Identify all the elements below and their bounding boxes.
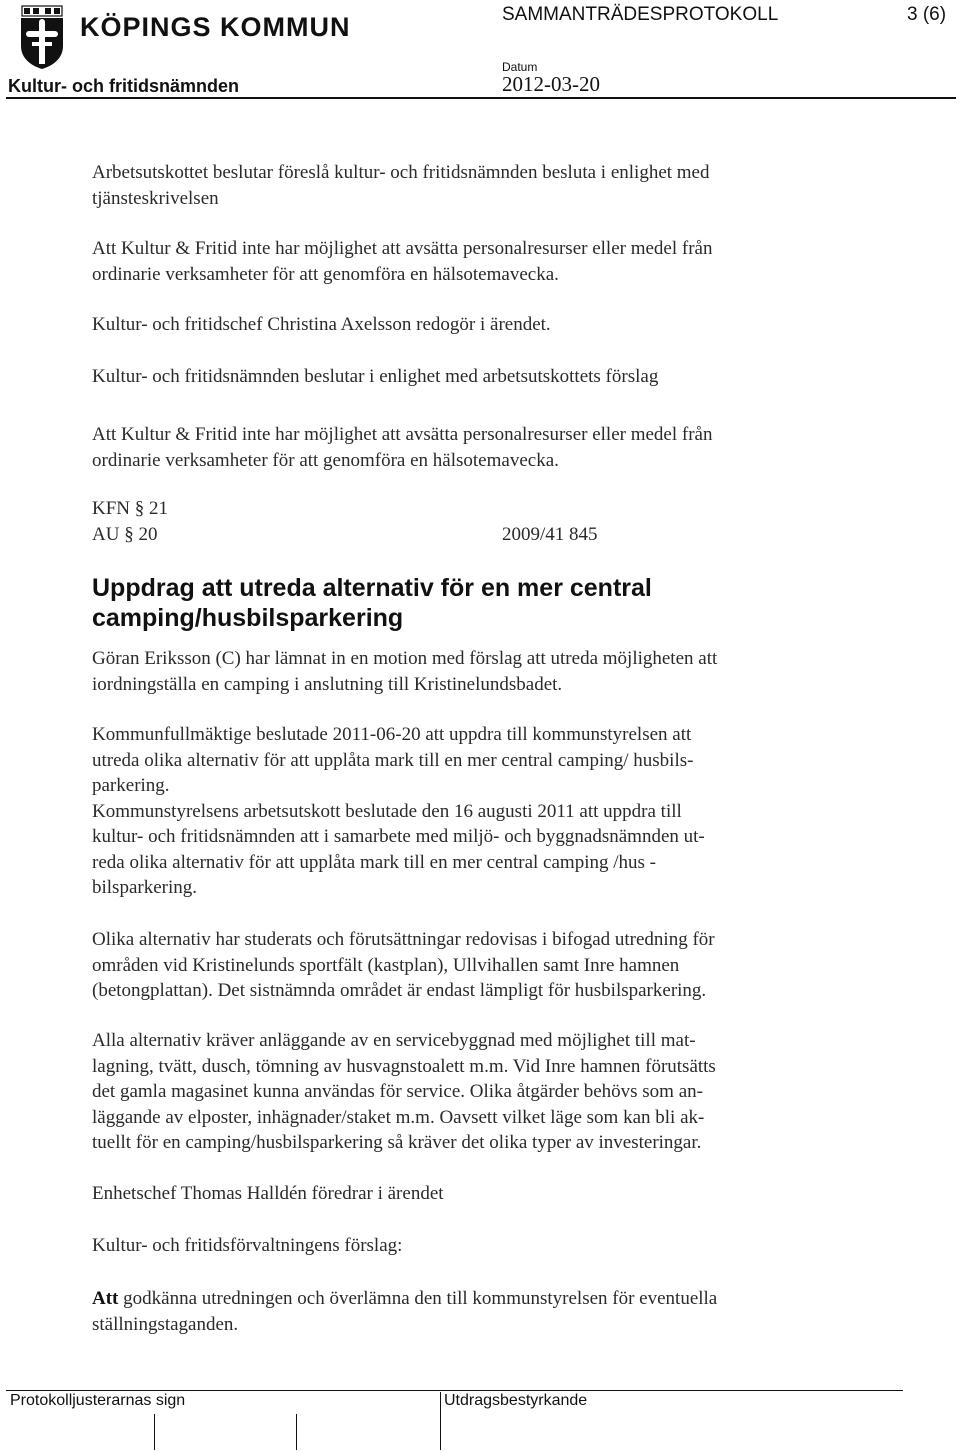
- text-line: ordinarie verksamheter för att genomföra en hälsotemavecka.: [92, 449, 559, 471]
- text-line: Olika alternativ har studerats och förutsättningar redovisas i bifogad utredning för: [92, 929, 715, 950]
- document-type: SAMMANTRÄDESPROTOKOLL: [502, 4, 779, 25]
- text-line: tuellt för en camping/husbilsparkering så kräver det olika typer av investeringar.: [92, 1132, 702, 1153]
- paragraph-att-2: [92, 422, 832, 473]
- text-line: Kommunfullmäktige beslutade 2011-06-20 att uppdra till kommunstyrelsen att: [92, 724, 692, 745]
- footer-divider: [6, 1390, 903, 1391]
- text-line: läggande av elposter, inhägnader/staket m.m. Oavsett vilket läge som kan bli ak-: [92, 1106, 705, 1128]
- text-fragment: godkänna utredningen och överlämna den till kommunstyrelsen för eventuella: [118, 1288, 718, 1309]
- text-line: reda olika alternativ för att upplåta mark till en mer central camping /hus -: [92, 851, 656, 873]
- heading-line: camping/husbilsparkering: [92, 604, 404, 632]
- paragraph-background: [92, 722, 832, 901]
- case-number: 2009/41 845: [502, 524, 598, 545]
- reference-au: AU § 20: [92, 524, 158, 545]
- text-line: tjänsteskrivelsen: [92, 187, 219, 209]
- text-line: Kommunstyrelsens arbetsutskott beslutade den 16 augusti 2011 att uppdra till: [92, 800, 682, 822]
- text-line: [92, 1286, 832, 1312]
- paragraph-report: Kultur- och fritidschef Christina Axelsson redogör i ärendet.: [92, 314, 551, 335]
- text-line: bilsparkering.: [92, 877, 198, 898]
- committee-name: Kultur- och fritidsnämnden: [8, 76, 239, 96]
- organization-name: KÖPINGS KOMMUN: [80, 12, 351, 42]
- section-heading: [92, 573, 852, 633]
- text-line: Arbetsutskottet beslutar föreslå kultur- och fritidsnämnden besluta i enlighet med: [92, 162, 710, 183]
- reference-kfn: KFN § 21: [92, 498, 169, 519]
- text-line: ordinarie verksamheter för att genomföra en hälsotemavecka.: [92, 263, 559, 285]
- text-line: Att Kultur & Fritid inte har möjlighet att avsätta personalresurser eller medel från: [92, 238, 713, 259]
- lead-word: Att: [92, 1288, 119, 1309]
- text-line: områden vid Kristinelunds sportfält (kastplan), Ullvihallen samt Inre hamnen: [92, 954, 680, 976]
- paragraph-proposal: [92, 1286, 832, 1337]
- text-line: (betongplattan). Det sistnämnda området är endast lämpligt för husbilsparkering.: [92, 980, 707, 1001]
- paragraph-au-proposal: [92, 160, 832, 211]
- text-line: det gamla magasinet kunna användas för service. Olika åtgärder behövs som an-: [92, 1081, 703, 1102]
- heading-line: Uppdrag att utreda alternativ för en mer central: [92, 574, 652, 602]
- paragraph-decision: Kultur- och fritidsnämnden beslutar i enlighet med arbetsutskottets förslag: [92, 366, 659, 387]
- text-line: Göran Eriksson (C) har lämnat in en motion med förslag att utreda möjligheten att: [92, 648, 718, 669]
- text-line: Alla alternativ kräver anläggande av en servicebyggnad med möjlighet till mat-: [92, 1030, 696, 1051]
- text-line: ställningstaganden.: [92, 1313, 239, 1335]
- paragraph-alternatives: [92, 927, 832, 1004]
- text-line: parkering.: [92, 775, 170, 796]
- signature-box-divider: [296, 1414, 297, 1450]
- paragraph-presenter: Enhetschef Thomas Halldén föredrar i ärendet: [92, 1183, 444, 1204]
- paragraph-att-1: [92, 236, 832, 287]
- header-divider: [6, 97, 956, 99]
- text-line: utreda olika alternativ för att upplåta mark till en mer central camping/ husbils-: [92, 749, 694, 771]
- signature-label: Protokolljusterarnas sign: [10, 1392, 186, 1409]
- footer-column-divider: [440, 1392, 441, 1450]
- page-number: 3 (6): [907, 4, 947, 25]
- signature-box-divider: [154, 1414, 155, 1450]
- date-value: 2012-03-20: [502, 72, 600, 96]
- coat-of-arms-icon: [18, 4, 66, 70]
- text-line: iordningställa en camping i anslutning till Kristinelundsbadet.: [92, 673, 563, 695]
- text-line: lagning, tvätt, dusch, tömning av husvagnstoalett m.m. Vid Inre hamnen förutsätts: [92, 1055, 716, 1077]
- text-line: Att Kultur & Fritid inte har möjlighet att avsätta personalresurser eller medel från: [92, 424, 713, 445]
- certification-label: Utdragsbestyrkande: [444, 1392, 588, 1409]
- paragraph-requirements: [92, 1028, 832, 1156]
- text-line: kultur- och fritidsnämnden att i samarbete med miljö- och byggnadsnämnden ut-: [92, 826, 705, 847]
- paragraph-proposal-label: Kultur- och fritidsförvaltningens förslag:: [92, 1235, 403, 1256]
- date-label: Datum: [502, 60, 538, 74]
- paragraph-motion: [92, 646, 832, 697]
